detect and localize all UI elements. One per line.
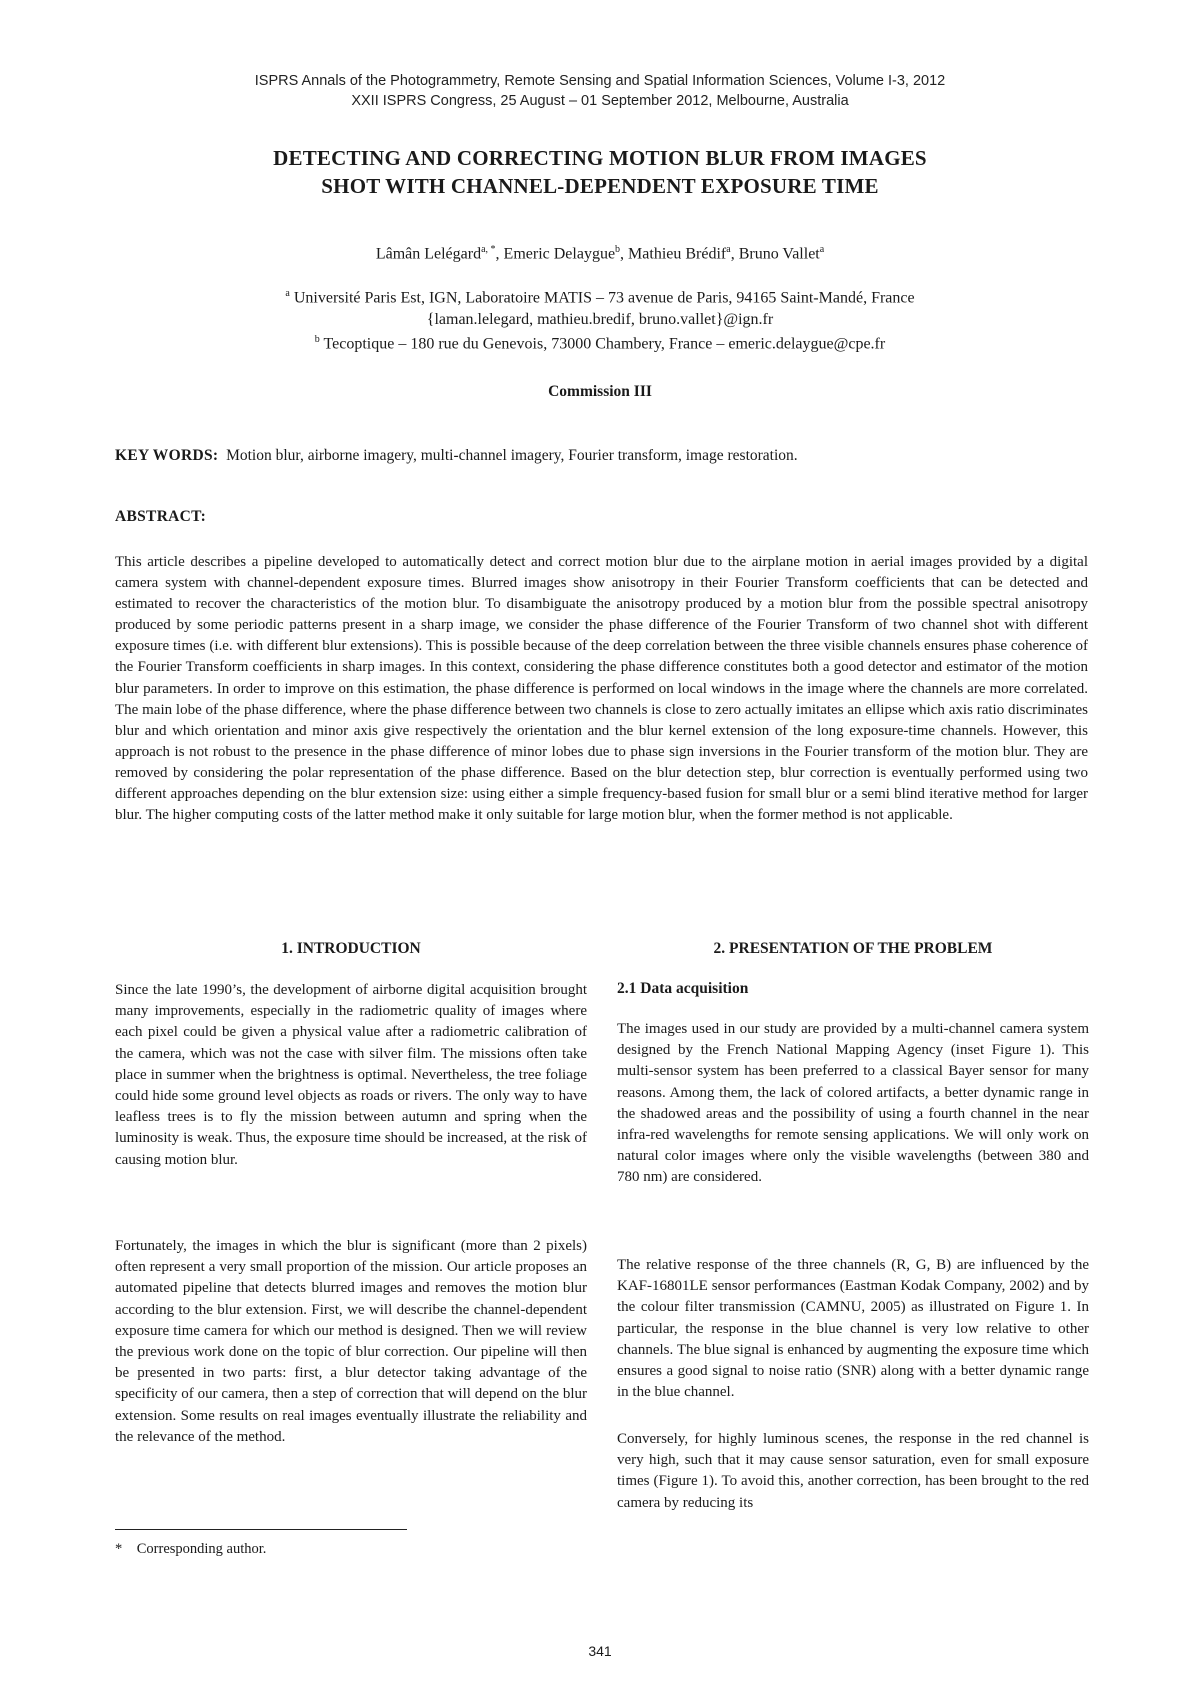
running-header-line-2: XXII ISPRS Congress, 25 August – 01 September 2012, Melbourne, Australia — [351, 93, 849, 109]
author-name: Lâmân Lelégard — [375, 245, 482, 263]
footnote-divider — [115, 1529, 407, 1530]
keywords-text: Motion blur, airborne imagery, multi-channel imagery, Fourier transform, image restoration. — [218, 447, 798, 464]
paper-title-line-2: SHOT WITH CHANNEL-DEPENDENT EXPOSURE TIME — [321, 174, 879, 198]
data-acquisition-paragraph-3: Conversely, for highly luminous scenes, the response in the red channel is very high, such that it may cause sensor saturation, even for small exposure times (Figure 1). To avoid this, another correction, has been brought to the red camera by reducing its — [617, 1431, 1089, 1511]
author-affiliation-mark: a, * — [481, 244, 496, 255]
data-acquisition-paragraph-2: The relative response of the three channels (R, G, B) are influenced by the KAF-16801LE sensor performances (Eastman Kodak Company, 2002) and by the colour filter transmission (CAMNU, 2005) as illustrated on Figure 1. In particular, the response in the blue channel is very low relative to other channels. The blue signal is enhanced by augmenting the exposure time which ensures a good signal to noise ratio (SNR) along with a better dynamic range in the blue channel. — [617, 1257, 1089, 1401]
author-affiliation-mark: b — [615, 244, 621, 255]
author-affiliation-mark: a — [819, 244, 825, 255]
affiliation-a-emails: {laman.lelegard, mathieu.bredif, bruno.vallet}@ign.fr — [426, 311, 774, 328]
footnote-corresponding-author: * Corresponding author. — [115, 1541, 267, 1557]
author-name: Bruno Vallet — [738, 245, 820, 263]
author-list — [0, 244, 1200, 263]
keywords — [115, 447, 798, 465]
affiliation-b — [0, 334, 1200, 353]
author-name: Mathieu Brédif — [628, 245, 727, 263]
affiliation-mark: b — [314, 334, 320, 345]
commission-label: Commission III — [548, 383, 652, 400]
data-acquisition-paragraph-1: The images used in our study are provided by a multi-channel camera system designed by the French National Mapping Agency (inset Figure 1). This multi-sensor system has been preferred to a classical Bayer sensor for many reasons. Among them, the lack of colored artifacts, a better dynamic range in the shadowed areas and the possibility of using a fourth channel in the near infra-red wavelengths for remote sensing applications. We will only work on natural color images where only the visible wavelengths (between 380 and 780 nm) are considered. — [617, 1021, 1089, 1186]
author-separator: , — [620, 245, 629, 263]
section-heading-introduction: 1. INTRODUCTION — [281, 940, 421, 957]
intro-paragraph-2: Fortunately, the images in which the blur is significant (more than 2 pixels) often represent a very small proportion of the mission. Our article proposes an automated pipeline that detects blurred images and removes the motion blur according to the blur extension. First, we will describe the channel-dependent exposure time camera for which our method is designed. Then we will review the previous work done on the topic of blur correction. Our pipeline will then be presented in two parts: first, a blur detector taking advantage of the specificity of our camera, then a step of correction that will depend on the blur extension. Some results on real images eventually illustrate the reliability and the relevance of the method. — [115, 1238, 587, 1445]
author-name: Emeric Delaygue — [503, 245, 616, 263]
paper-title-line-1: DETECTING AND CORRECTING MOTION BLUR FROM IMAGES — [273, 146, 927, 170]
keywords-label: KEY WORDS: — [115, 447, 219, 464]
author-separator: , — [730, 245, 739, 263]
running-header-line-1: ISPRS Annals of the Photogrammetry, Remote Sensing and Spatial Information Sciences, Volume I-3, 2012 — [254, 73, 946, 89]
abstract-text: This article describes a pipeline developed to automatically detect and correct motion blur due to the airplane motion in aerial images provided by a digital camera system with channel-dependent exposure times. Blurred images show anisotropy in their Fourier Transform coefficients that can be detected and estimated to recover the characteristics of the motion blur. To disambiguate the anisotropy produced by a motion blur from the possible spectral anisotropy produced by some periodic patterns present in a sharp image, we consider the phase difference of the Fourier Transform of two channel shot with different exposure times (i.e. with different blur extensions). This is possible because of the deep correlation between the three visible channels ensures phase coherence of the Fourier Transform coefficients in sharp images. In this context, considering the phase difference constitutes both a good detector and estimator of the motion blur parameters. In order to improve on this estimation, the phase difference is performed on local windows in the image where the channels are more correlated. The main lobe of the phase difference, where the phase difference between two channels is close to zero actually imitates an ellipse which axis ratio discriminates blur and which orientation and minor axis give respectively the orientation and the blur kernel extension of the long exposure-time channels. However, this approach is not robust to the presence in the phase difference of minor lobes due to phase sign inversions in the Fourier transform of the motion blur. They are removed by considering the polar representation of the phase difference. Based on the blur detection step, blur correction is eventually performed using two different approaches depending on the blur extension size: using either a simple frequency-based fusion for small blur or a semi blind iterative method for larger blur. The higher computing costs of the latter method make it only suitable for large motion blur, when the former method is not applicable. — [115, 554, 1088, 824]
page-number: 341 — [588, 1643, 612, 1659]
affiliation-text: Tecoptique – 180 rue du Genevois, 73000 Chambery, France – emeric.delaygue@cpe.fr — [319, 335, 886, 353]
affiliation-a — [0, 288, 1200, 307]
affiliation-text: Université Paris Est, IGN, Laboratoire MATIS – 73 avenue de Paris, 94165 Saint-Mandé, France — [289, 289, 915, 307]
section-heading-presentation: 2. PRESENTATION OF THE PROBLEM — [713, 940, 993, 957]
abstract-heading: ABSTRACT: — [115, 508, 207, 525]
author-separator: , — [495, 245, 504, 263]
affiliation-mark: a — [285, 288, 290, 299]
subsection-heading-data-acquisition: 2.1 Data acquisition — [617, 980, 749, 997]
author-affiliation-mark: a — [726, 244, 731, 255]
intro-paragraph-1: Since the late 1990’s, the development of airborne digital acquisition brought many improvements, especially in the radiometric quality of images where each pixel could be given a physical value after a radiometric calibration of the camera, which was not the case with silver film. The missions often take place in summer when the brightness is optimal. Nevertheless, the tree foliage could hide some ground level objects as roads or rivers. The only way to have leafless trees is to fly the mission between autumn and spring when the luminosity is weak. Thus, the exposure time should be increased, at the risk of causing motion blur. — [115, 982, 587, 1168]
